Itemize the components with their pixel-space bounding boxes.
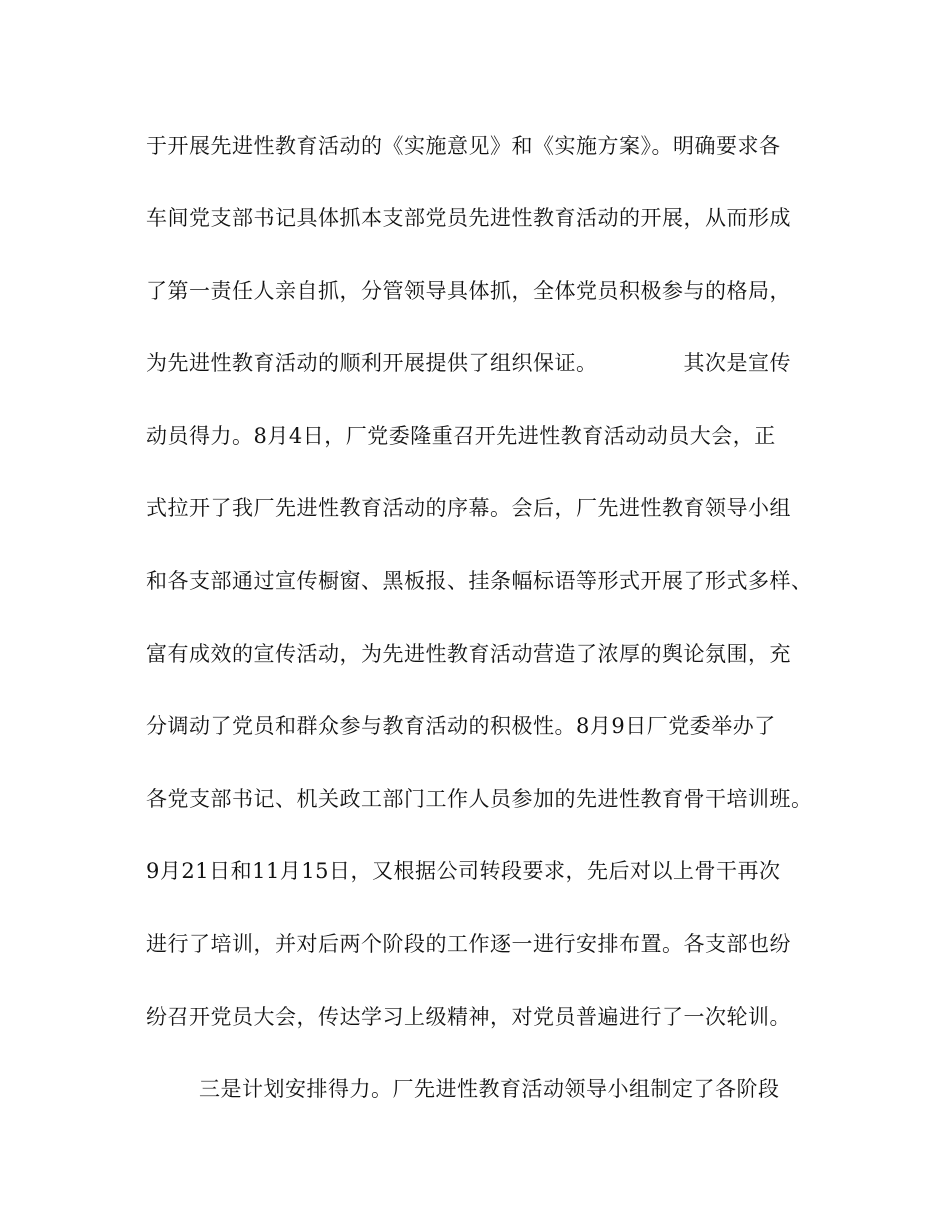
text-line-4-part-2: 其次是宣传 xyxy=(683,351,791,375)
text-line-12: 进行了培训，并对后两个阶段的工作逐一进行安排布置。各支部也纷 xyxy=(146,932,791,956)
text-line-8: 富有成效的宣传活动，为先进性教育活动营造了浓厚的舆论氛围，充 xyxy=(146,642,791,666)
text-line-6: 式拉开了我厂先进性教育活动的序幕。会后，厂先进性教育领导小组 xyxy=(146,496,791,520)
text-line-4-part-1: 为先进性教育活动的顺利开展提供了组织保证。 xyxy=(146,351,598,375)
text-line-11: 9月21日和11月15日，又根据公司转段要求，先后对以上骨干再次 xyxy=(146,859,781,883)
text-line-1: 于开展先进性教育活动的《实施意见》和《实施方案》。明确要求各 xyxy=(146,134,781,158)
text-line-14: 三是计划安排得力。厂先进性教育活动领导小组制定了各阶段 xyxy=(199,1077,780,1101)
text-line-3: 了第一责任人亲自抓，分管领导具体抓，全体党员积极参与的格局， xyxy=(146,279,791,303)
text-line-13: 纷召开党员大会，传达学习上级精神，对党员普遍进行了一次轮训。 xyxy=(146,1005,791,1029)
text-line-10: 各党支部书记、机关政工部门工作人员参加的先进性教育骨干培训班。 xyxy=(146,787,813,811)
text-line-7: 和各支部通过宣传橱窗、黑板报、挂条幅标语等形式开展了形式多样、 xyxy=(146,569,813,593)
text-line-9: 分调动了党员和群众参与教育活动的积极性。8月9日厂党委举办了 xyxy=(146,714,776,738)
text-line-2: 车间党支部书记具体抓本支部党员先进性教育活动的开展，从而形成 xyxy=(146,206,791,230)
text-line-5: 动员得力。8月4日，厂党委隆重召开先进性教育活动动员大会，正 xyxy=(146,424,776,448)
text-line-4 xyxy=(146,349,791,377)
